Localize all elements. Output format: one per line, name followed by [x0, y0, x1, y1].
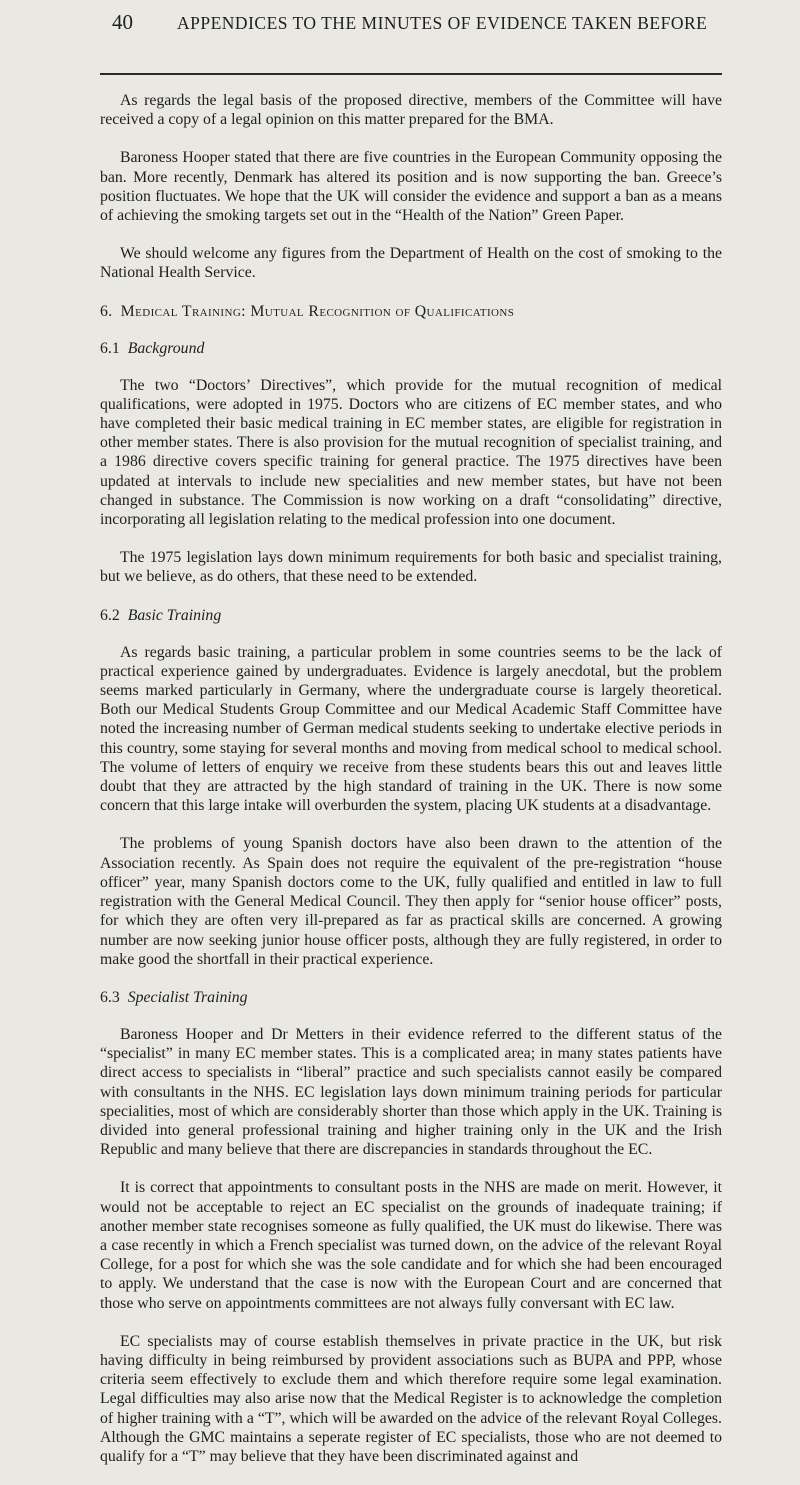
section-heading-6 [100, 302, 722, 322]
paragraph: Baroness Hooper and Dr Metters in their evidence referred to the different status of the “specialist” in many EC member states. This is a complicated area; in many states patients have direct access to specialists in “liberal” practice and such specialists cannot easily be compared with consultants in the NHS. EC legislation lays down minimum training periods for particular specialities, most of which are considerably shorter than those which apply in the UK. Training is divided into general professional training and higher training only in the UK and the Irish Republic and many believe that there are discrepancies in standards throughout the EC. [100, 1025, 722, 1159]
subsection-heading-6-2 [100, 606, 722, 626]
section-title: Medical Training: Mutual Recognition of Qualifications [120, 302, 515, 320]
paragraph: The problems of young Spanish doctors have also been drawn to the attention of the Association recently. As Spain does not require the equivalent of the pre-registration “house officer” year, many Spanish doctors come to the UK, fully qualified and entitled in law to full registration with the General Medical Council. They then apply for “senior house officer” posts, for which they are often very ill-prepared as far as practical skills are concerned. A growing number are now seeking junior house officer posts, although they are fully registered, in order to make good the shortfall in their practical experience. [100, 835, 722, 968]
subsection-title: Basic Training [127, 606, 222, 624]
paragraph: It is correct that appointments to consultant posts in the NHS are made on merit. However, it would not be acceptable to reject an EC specialist on the grounds of inadequate training; if another member state recognises someone as fully qualified, the UK must do likewise. There was a case recently in which a French specialist was turned down, on the advice of the relevant Royal College, for a post for which she was the sole candidate and for which she had been encouraged to apply. We understand that the case is now with the European Court and are concerned that those who serve on appointments committees are not always fully conversant with EC law. [100, 1179, 722, 1312]
running-title: APPENDICES TO THE MINUTES OF EVIDENCE TAKEN BEFORE [177, 13, 708, 33]
paragraph: The 1975 legislation lays down minimum requirements for both basic and specialist training, but we believe, as do others, that these need to be extended. [100, 549, 722, 586]
subsection-heading-6-3 [100, 988, 722, 1008]
page-body [100, 91, 722, 1485]
subsection-number: 6.3 [100, 988, 120, 1006]
page-number: 40 [112, 10, 133, 34]
paragraph: As regards basic training, a particular problem in some countries seems to be the lack of practical experience gained by undergraduates. Evidence is largely anecdotal, but the problem seems marked particularly in Germany, where the undergraduate course is largely theoretical. Both our Medical Students Group Committee and our Medical Academic Staff Committee have noted the increasing number of German medical students seeking to undertake elective periods in this country, some staying for several months and moving from medical school to medical school. The volume of letters of enquiry we receive from these students bears this out and leaves little doubt that they are attracted by the high standard of training in the UK. There is now some concern that this large intake will overburden the system, placing UK students at a disadvantage. [100, 643, 722, 815]
paragraph: EC specialists may of course establish themselves in private practice in the UK, but risk having difficulty in being reimbursed by provident associations such as BUPA and PPP, whose criteria seem effectively to exclude them and which therefore require some legal examination. Legal difficulties may also arise now that the Medical Register is to acknowledge the completion of higher training with a “T”, which will be awarded on the advice of the relevant Royal Colleges. Although the GMC maintains a seperate register of EC specialists, those who are not deemed to qualify for a “T” may believe that they have been discriminated against and [100, 1332, 722, 1465]
page-header [0, 8, 800, 48]
subsection-title: Background [127, 339, 205, 357]
header-rule [100, 73, 722, 75]
subsection-number: 6.1 [100, 339, 120, 357]
paragraph: We should welcome any figures from the Department of Health on the cost of smoking to the National Health Service. [100, 245, 722, 282]
subsection-heading-6-1 [100, 339, 722, 359]
paragraph: Baroness Hooper stated that there are five countries in the European Community opposing the ban. More recently, Denmark has altered its position and is now supporting the ban. Greece’s position fluctuates. We hope that the UK will consider the evidence and support a ban as a means of achieving the smoking targets set out in the “Health of the Nation” Green Paper. [100, 149, 722, 225]
paragraph: As regards the legal basis of the proposed directive, members of the Committee will have received a copy of a legal opinion on this matter prepared for the BMA. [100, 92, 722, 129]
paragraph: The two “Doctors’ Directives”, which provide for the mutual recognition of medical qualifications, were adopted in 1975. Doctors who are citizens of EC member states, and who have completed their basic medical training in EC member states, are eligible for registration in other member states. There is also provision for the mutual recognition of specialist training, and a 1986 directive covers specific training for general practice. The 1975 directives have been updated at intervals to include new specialities and new member states, but have not been changed in substance. The Commission is now working on a draft “consolidating” directive, incorporating all legislation relating to the medical profession into one document. [100, 376, 722, 529]
subsection-number: 6.2 [100, 606, 120, 624]
section-number: 6. [100, 302, 113, 320]
subsection-title: Specialist Training [127, 988, 248, 1006]
